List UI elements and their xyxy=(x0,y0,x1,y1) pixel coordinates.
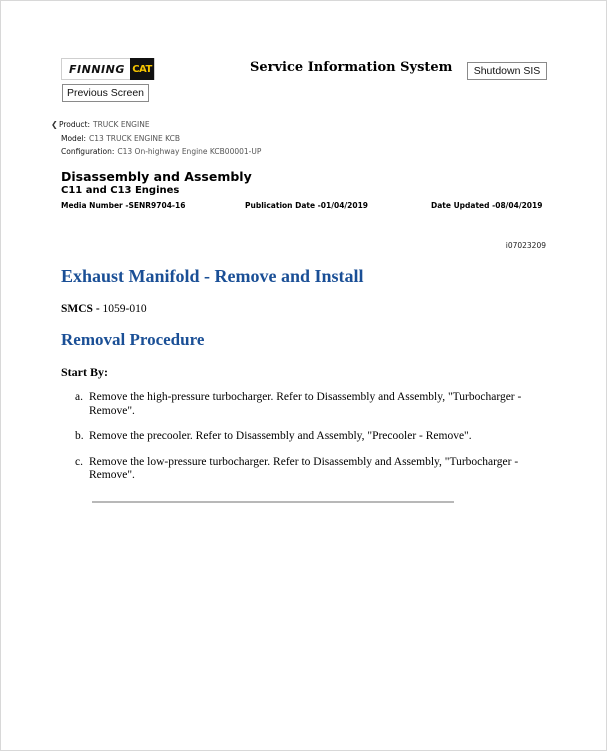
date-updated: Date Updated -08/04/2019 xyxy=(431,201,543,210)
previous-screen-button[interactable]: Previous Screen xyxy=(62,84,149,102)
start-by-label: Start By: xyxy=(61,365,108,379)
breadcrumb xyxy=(51,118,262,159)
list-item xyxy=(75,430,550,444)
breadcrumb-model-key: Model: xyxy=(61,133,87,143)
system-title: Service Information System xyxy=(250,60,453,75)
finning-cat-logo xyxy=(61,58,155,80)
step-text: Remove the low-pressure turbocharger. Refer to Disassembly and Assembly, "Turbocharger - Remove". xyxy=(89,455,519,481)
chevron-left-icon[interactable]: ❮ xyxy=(51,120,58,129)
breadcrumb-model xyxy=(61,132,261,146)
section-heading: Removal Procedure xyxy=(61,330,205,349)
breadcrumb-product[interactable] xyxy=(51,118,261,132)
shutdown-sis-button[interactable]: Shutdown SIS xyxy=(467,62,547,80)
cat-logo-mark: CAT xyxy=(130,58,154,80)
smcs-code xyxy=(61,303,147,315)
step-list xyxy=(75,391,550,495)
breadcrumb-product-key: Product: xyxy=(59,120,91,129)
breadcrumb-product-value: TRUCK ENGINE xyxy=(93,120,150,129)
step-letter: a. xyxy=(75,391,83,403)
step-letter: b. xyxy=(75,430,84,442)
divider xyxy=(92,501,454,503)
breadcrumb-model-value: C13 TRUCK ENGINE KCB xyxy=(89,133,181,143)
page-title: Exhaust Manifold - Remove and Install xyxy=(61,266,364,286)
step-text: Remove the high-pressure turbocharger. Refer to Disassembly and Assembly, "Turbocharger - Remove". xyxy=(89,391,522,417)
media-number: Media Number -SENR9704-16 xyxy=(61,201,186,210)
breadcrumb-config-value: C13 On-highway Engine KCB00001-UP xyxy=(117,147,262,156)
smcs-label: SMCS - xyxy=(61,303,100,315)
breadcrumb-configuration xyxy=(61,145,261,159)
publication-date: Publication Date -01/04/2019 xyxy=(245,201,369,210)
document-identifier: i07023209 xyxy=(505,241,546,250)
document-type: Disassembly and Assembly xyxy=(61,169,252,184)
logo-wordmark: FINNING xyxy=(69,62,125,76)
list-item xyxy=(75,456,550,483)
step-text: Remove the precooler. Refer to Disassembly and Assembly, "Precooler - Remove". xyxy=(89,430,472,442)
step-letter: c. xyxy=(75,455,83,468)
document-subtitle: C11 and C13 Engines xyxy=(61,185,180,196)
smcs-value: 1059-010 xyxy=(99,303,147,315)
breadcrumb-config-key: Configuration: xyxy=(61,147,115,156)
list-item xyxy=(75,391,550,418)
